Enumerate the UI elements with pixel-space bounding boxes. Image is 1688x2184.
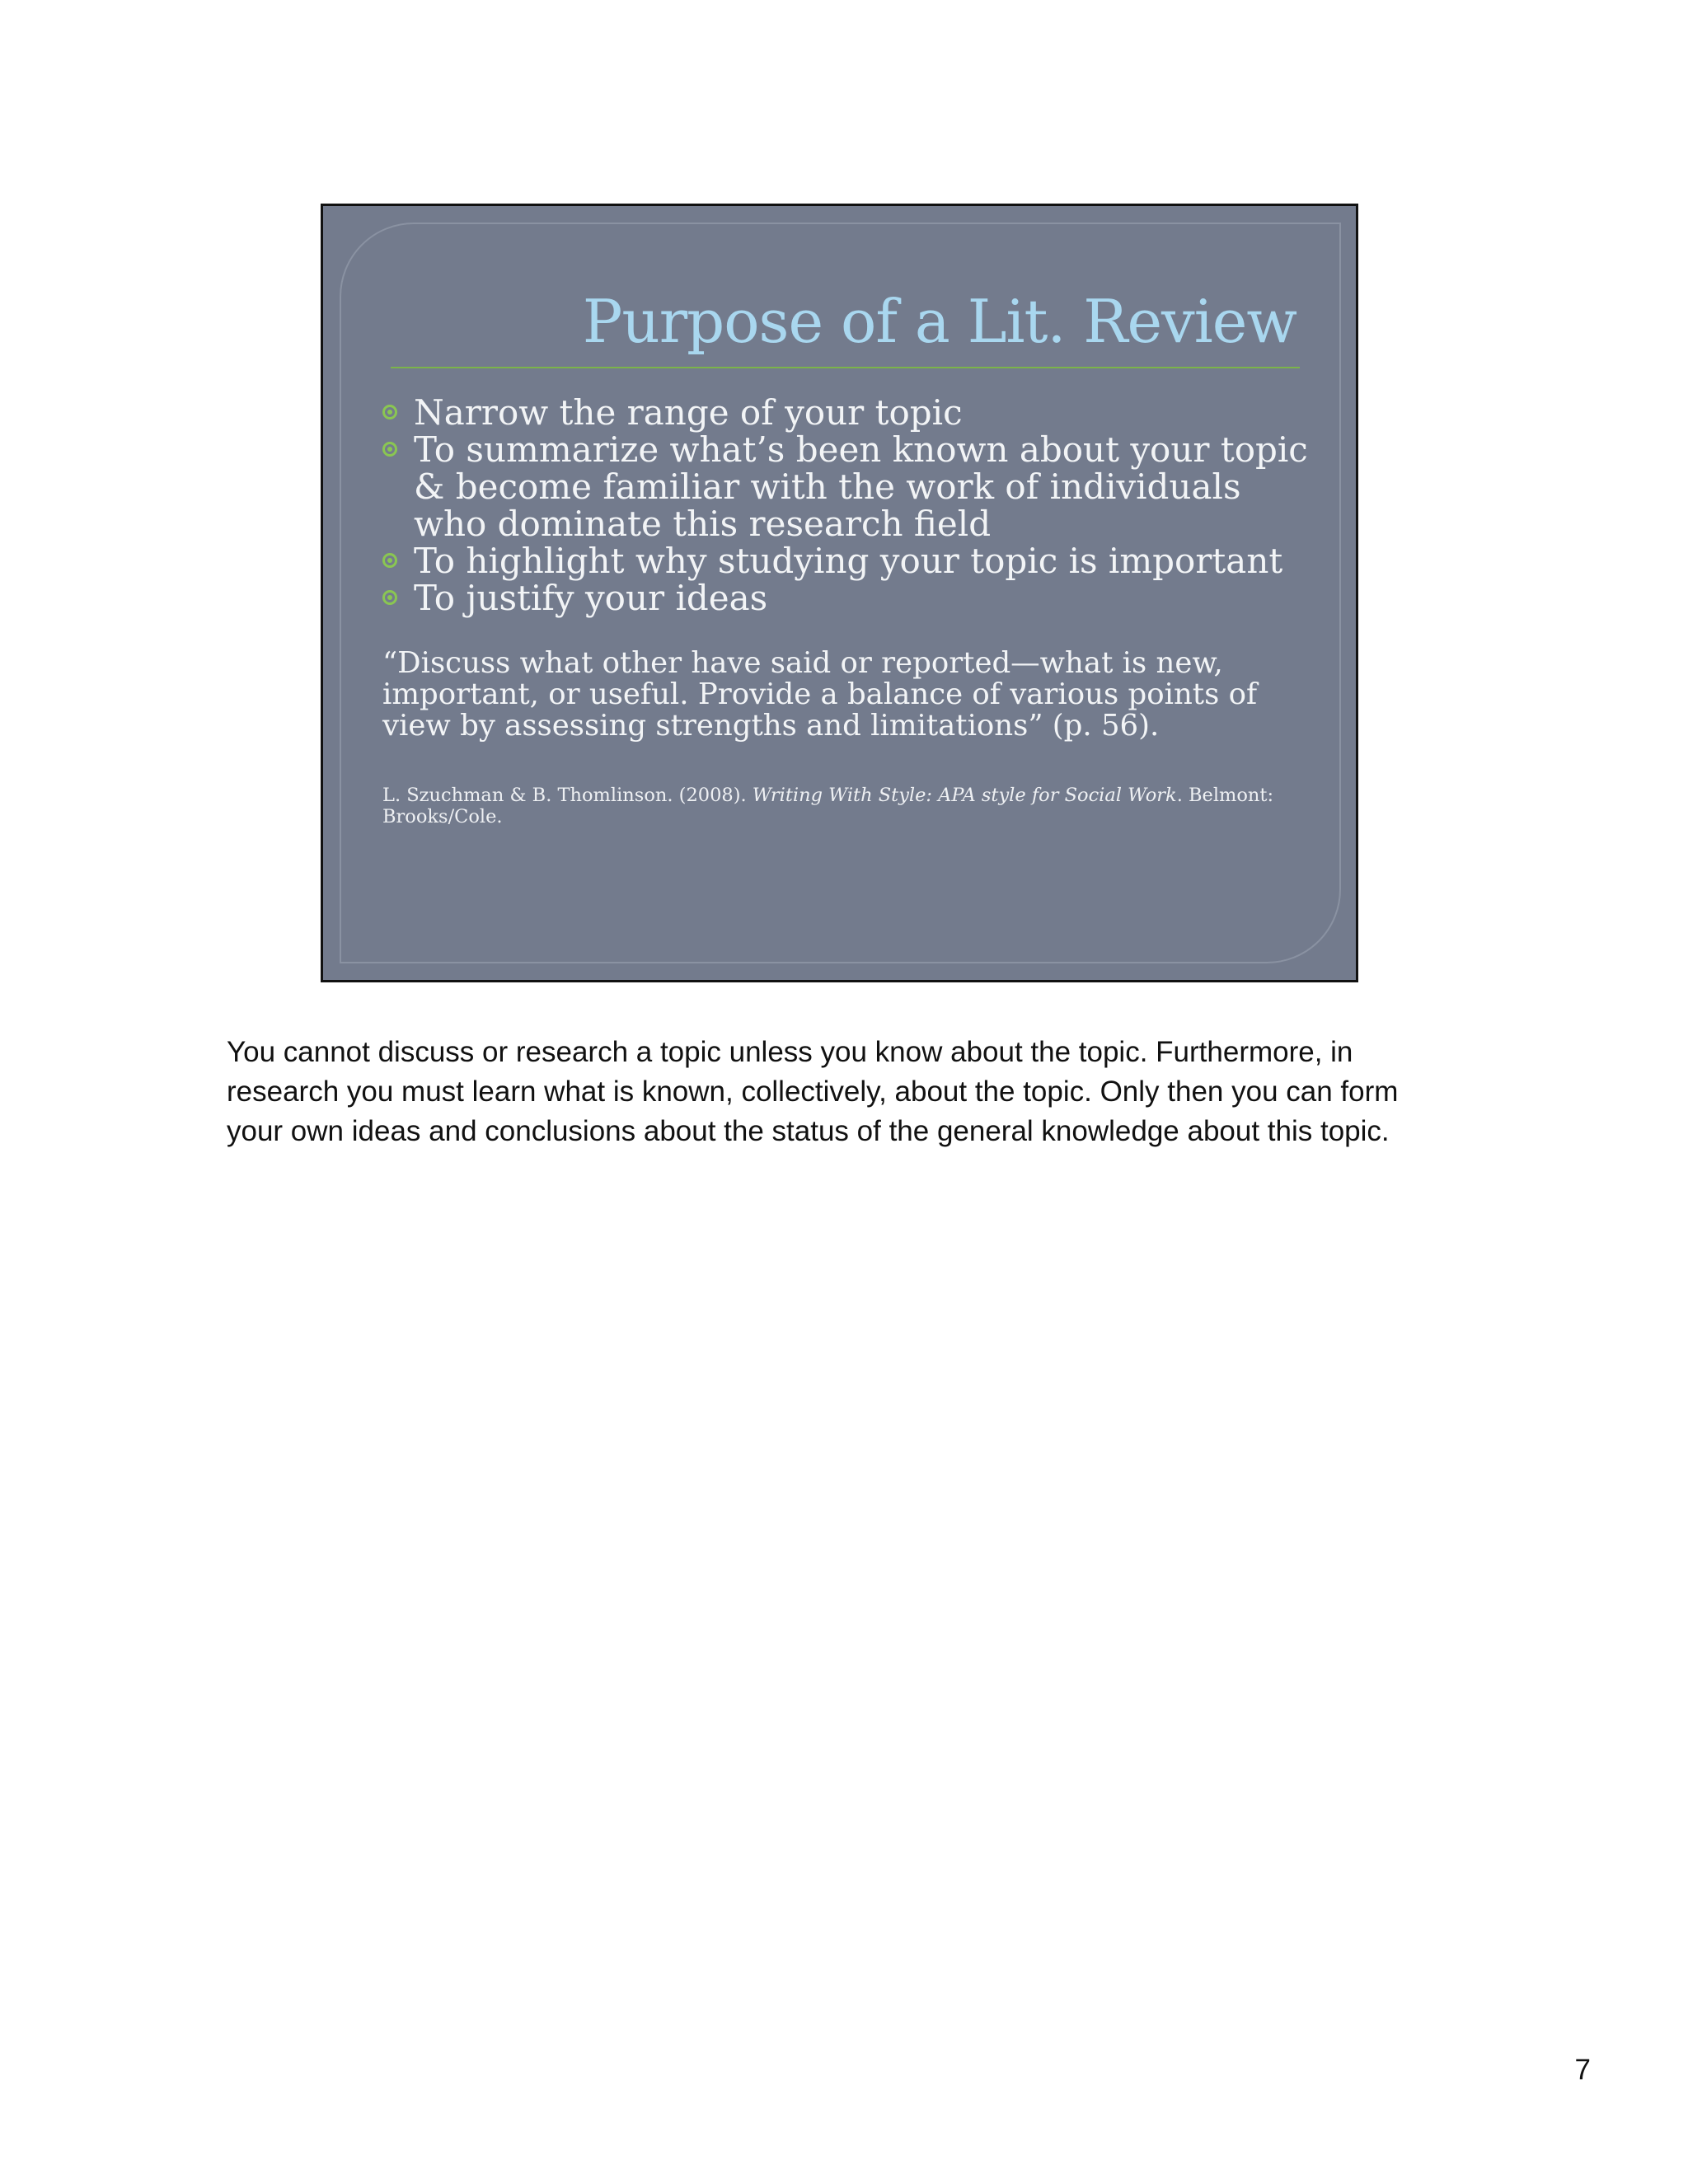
bullet-item bbox=[382, 394, 1322, 431]
citation-authors: L. Szuchman & B. Thomlinson. (2008). bbox=[382, 785, 753, 806]
citation-book-title: Writing With Style: APA style for Social Work bbox=[752, 785, 1177, 806]
bullet-text: To justify your ideas bbox=[414, 578, 768, 618]
slide-thumbnail bbox=[321, 204, 1358, 982]
slide-title: Purpose of a Lit. Review bbox=[582, 287, 1296, 356]
slide-citation bbox=[382, 785, 1306, 827]
bullet-text: To highlight why studying your topic is important bbox=[414, 541, 1283, 581]
circle-bullet-icon bbox=[382, 590, 397, 605]
bullet-text: To summarize what’s been known about your topic & become familiar with the work of individuals who dominate this research field bbox=[414, 429, 1308, 544]
bullet-text: Narrow the range of your topic bbox=[414, 392, 963, 433]
circle-bullet-icon bbox=[382, 405, 397, 419]
bullet-item bbox=[382, 579, 1322, 616]
citation-publisher: . Belmont: Brooks/Cole. bbox=[382, 785, 1274, 827]
bullet-item bbox=[382, 431, 1322, 542]
page-number: 7 bbox=[1574, 2054, 1591, 2086]
circle-bullet-icon bbox=[382, 442, 397, 457]
bullet-item bbox=[382, 542, 1322, 579]
circle-bullet-icon bbox=[382, 553, 397, 568]
title-divider bbox=[391, 367, 1300, 368]
speaker-notes: You cannot discuss or research a topic unless you know about the topic. Furthermore, in research you must learn what is known, collectively, about the topic. Only then you can form your own ideas and conclusions about the status of the general knowledge about this topic. bbox=[227, 1036, 1399, 1147]
slide-quote: “Discuss what other have said or reported—what is new, important, or useful. Provide a balance of various points of view by assessing strengths and limitations” (p. 56). bbox=[382, 646, 1258, 743]
slide-bullet-list bbox=[382, 394, 1322, 616]
